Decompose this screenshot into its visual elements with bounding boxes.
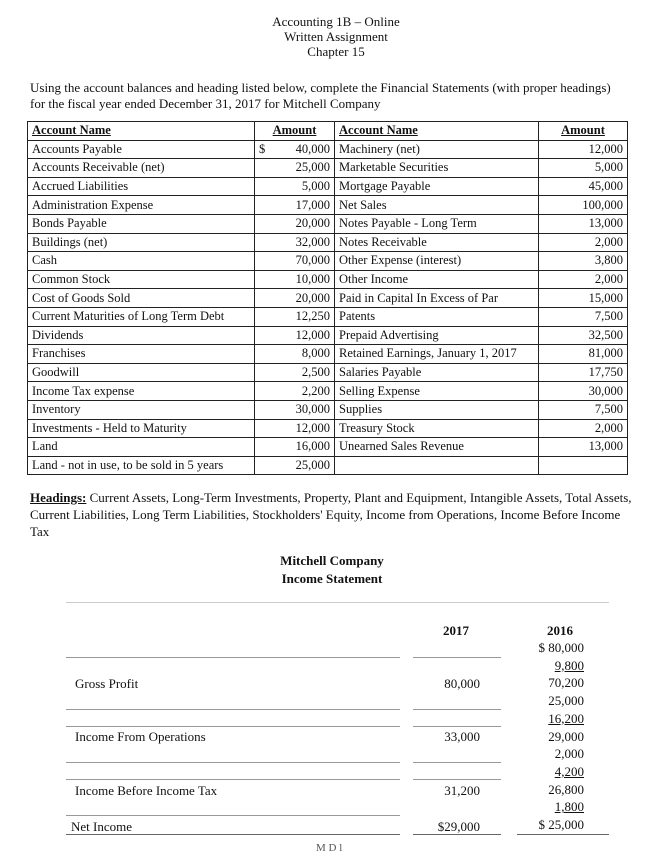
table-row	[28, 363, 628, 382]
chapter-title: Chapter 15	[307, 44, 365, 59]
value-2016: 29,000	[548, 728, 584, 744]
label-net-income: Net Income	[71, 819, 133, 834]
instructions-line-2: for the fiscal year ended December 31, 2017 for Mitchell Company	[30, 96, 381, 111]
account-amount: 13,000	[539, 438, 628, 457]
account-name	[335, 456, 539, 475]
table-row	[28, 400, 628, 419]
account-name: Land	[28, 438, 255, 457]
table-header-row	[28, 122, 628, 141]
value-2016: $ 80,000	[538, 640, 584, 655]
headings-label: Headings:	[30, 490, 87, 505]
account-amount: 17,750	[539, 363, 628, 382]
table-row	[28, 140, 628, 159]
account-name: Notes Payable - Long Term	[335, 214, 539, 233]
label-gross-profit: Gross Profit	[75, 676, 139, 691]
account-amount: 30,000	[255, 400, 335, 419]
value-2016: 2,000	[554, 746, 584, 762]
account-amount: 2,500	[255, 363, 335, 382]
value-2016: 1,800	[554, 799, 584, 815]
account-amount: 70,000	[255, 252, 335, 271]
table-row	[28, 214, 628, 233]
account-amount: 30,000	[539, 382, 628, 401]
col-account-name-right: Account Name	[339, 123, 418, 138]
account-name: Bonds Payable	[28, 214, 255, 233]
account-name: Cash	[28, 252, 255, 271]
account-name: Net Sales	[335, 196, 539, 215]
table-row	[28, 177, 628, 196]
account-amount: 5,000	[255, 177, 335, 196]
account-amount: 25,000	[255, 456, 335, 475]
statement-name: Income Statement	[281, 571, 383, 586]
account-amount: 13,000	[539, 214, 628, 233]
label-income-from-operations: Income From Operations	[75, 729, 206, 744]
account-amount: 25,000	[255, 159, 335, 178]
account-amount: 7,500	[539, 307, 628, 326]
table-row	[28, 382, 628, 401]
table-row	[28, 270, 628, 289]
account-amount: 3,800	[539, 252, 628, 271]
table-row	[28, 233, 628, 252]
account-amount: 5,000	[539, 159, 628, 178]
value-2016: $ 25,000	[538, 817, 584, 832]
account-amount: 12,000	[255, 326, 335, 345]
table-row	[28, 326, 628, 345]
course-title: Accounting 1B – Online	[272, 14, 400, 29]
answer-line	[517, 834, 609, 835]
value-2017-income-before-tax: 31,200	[444, 783, 480, 798]
answer-line	[413, 762, 501, 763]
account-name: Administration Expense	[28, 196, 255, 215]
table-row	[28, 345, 628, 364]
account-amount: 16,000	[255, 438, 335, 457]
account-name: Salaries Payable	[335, 363, 539, 382]
statement-top-rule	[66, 602, 609, 603]
statement-title	[0, 552, 672, 588]
account-name: Accrued Liabilities	[28, 177, 255, 196]
value-2017-gross-profit: 80,000	[444, 676, 480, 691]
account-name: Common Stock	[28, 270, 255, 289]
col-amount-right: Amount	[561, 123, 605, 138]
account-name: Cost of Goods Sold	[28, 289, 255, 308]
table-row	[28, 438, 628, 457]
account-amount: 2,000	[539, 270, 628, 289]
col-2016: 2016	[547, 623, 573, 638]
account-name: Marketable Securities	[335, 159, 539, 178]
account-name: Machinery (net)	[335, 140, 539, 159]
account-name: Mortgage Payable	[335, 177, 539, 196]
account-name: Current Maturities of Long Term Debt	[28, 307, 255, 326]
answer-line	[413, 726, 501, 727]
table-row	[28, 289, 628, 308]
account-amount: 2,000	[539, 419, 628, 438]
account-name: Supplies	[335, 400, 539, 419]
account-name: Investments - Held to Maturity	[28, 419, 255, 438]
account-name: Land - not in use, to be sold in 5 years	[28, 456, 255, 475]
account-amount: 20,000	[255, 289, 335, 308]
account-amount: 15,000	[539, 289, 628, 308]
currency-symbol: $	[259, 141, 266, 156]
answer-line	[66, 815, 400, 816]
value-2016: 25,000	[548, 693, 584, 709]
account-amount: 12,000	[539, 140, 628, 159]
answer-line	[66, 762, 400, 763]
company-name: Mitchell Company	[280, 553, 384, 568]
account-name: Selling Expense	[335, 382, 539, 401]
instructions-line-1: Using the account balances and heading listed below, complete the Financial Statements (with proper headings)	[30, 80, 611, 95]
account-name: Income Tax expense	[28, 382, 255, 401]
account-rows	[28, 140, 628, 475]
account-amount	[255, 140, 335, 159]
value-2016: 70,200	[548, 675, 584, 691]
account-name: Franchises	[28, 345, 255, 364]
account-amount: 17,000	[255, 196, 335, 215]
value-2016: 9,800	[554, 657, 584, 673]
value-2016: 16,200	[548, 710, 584, 726]
answer-line	[413, 657, 501, 658]
account-name: Prepaid Advertising	[335, 326, 539, 345]
answer-line	[66, 726, 400, 727]
account-amount: 100,000	[539, 196, 628, 215]
table-row	[28, 307, 628, 326]
value-2016: 26,800	[548, 781, 584, 797]
headings-note	[30, 489, 640, 540]
account-balances-table	[27, 121, 628, 475]
account-name: Retained Earnings, January 1, 2017	[335, 345, 539, 364]
account-amount: 32,500	[539, 326, 628, 345]
account-amount: 2,200	[255, 382, 335, 401]
account-name: Unearned Sales Revenue	[335, 438, 539, 457]
table-row	[28, 419, 628, 438]
document-header	[0, 14, 672, 59]
col-amount-left: Amount	[272, 123, 317, 138]
col-account-name-left: Account Name	[32, 123, 111, 138]
account-amount: 45,000	[539, 177, 628, 196]
label-income-before-tax: Income Before Income Tax	[75, 783, 218, 798]
account-amount: 8,000	[255, 345, 335, 364]
account-name: Other Income	[335, 270, 539, 289]
account-name: Notes Receivable	[335, 233, 539, 252]
table-row	[28, 196, 628, 215]
answer-line	[413, 779, 501, 780]
account-name: Dividends	[28, 326, 255, 345]
footer-fragment: M D l	[316, 842, 343, 854]
instructions	[30, 80, 650, 112]
headings-text: Current Assets, Long-Term Investments, Property, Plant and Equipment, Intangible Assets, Total Assets, Current Liabilities, Long Term Liabilities, Stockholders' Equity, Income from Operations, Income Before Income Tax	[30, 490, 632, 539]
account-name: Other Expense (interest)	[335, 252, 539, 271]
amount-value: 40,000	[295, 141, 330, 156]
account-amount: 7,500	[539, 400, 628, 419]
account-name: Treasury Stock	[335, 419, 539, 438]
account-amount: 81,000	[539, 345, 628, 364]
account-name: Inventory	[28, 400, 255, 419]
value-2017-net-income: $29,000	[437, 819, 480, 834]
account-name: Goodwill	[28, 363, 255, 382]
answer-line	[66, 657, 400, 658]
account-name: Accounts Receivable (net)	[28, 159, 255, 178]
account-amount: 32,000	[255, 233, 335, 252]
table-row	[28, 159, 628, 178]
account-name: Accounts Payable	[28, 140, 255, 159]
assignment-title: Written Assignment	[284, 29, 388, 44]
answer-line	[413, 709, 501, 710]
answer-line	[66, 709, 400, 710]
account-amount: 2,000	[539, 233, 628, 252]
value-2017-income-from-operations: 33,000	[444, 729, 480, 744]
account-amount	[539, 456, 628, 475]
col-2017: 2017	[443, 623, 469, 638]
account-amount: 12,250	[255, 307, 335, 326]
table-row	[28, 456, 628, 475]
answer-line	[66, 779, 400, 780]
account-amount: 20,000	[255, 214, 335, 233]
account-name: Buildings (net)	[28, 233, 255, 252]
value-2016: 4,200	[554, 763, 584, 779]
table-row	[28, 252, 628, 271]
account-amount: 10,000	[255, 270, 335, 289]
account-name: Paid in Capital In Excess of Par	[335, 289, 539, 308]
account-amount: 12,000	[255, 419, 335, 438]
account-name: Patents	[335, 307, 539, 326]
